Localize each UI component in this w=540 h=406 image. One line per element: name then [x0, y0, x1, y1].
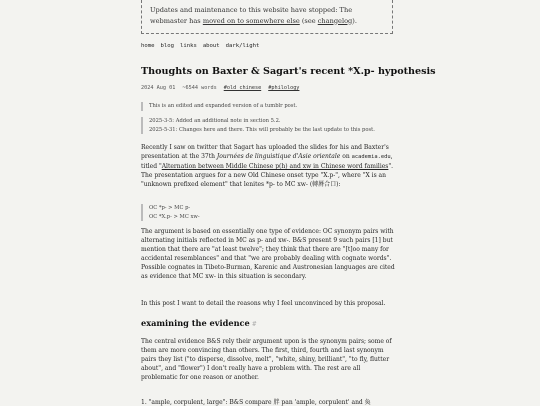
rule-line: OC *p- > MC p-: [149, 205, 191, 211]
presentation-link[interactable]: Alternation between Middle Chinese p(h) and xw in Chinese word families: [161, 163, 389, 171]
venue-name: Journées de linguistique d'Asie orientale: [216, 153, 341, 161]
nav-theme-toggle[interactable]: dark/light: [225, 43, 260, 49]
nav-blog[interactable]: blog: [160, 43, 174, 49]
post-date: 2024 Aug 01: [141, 85, 176, 91]
post-word-count: ~6544 words: [182, 85, 217, 91]
intro-text: ". The presentation argues for a new Old Chinese onset type "X.p-", where "X is an "unknown prefixed element" that lenites *p- to MC xw- (轉脣合口):: [141, 163, 394, 189]
nav-home[interactable]: home: [141, 43, 155, 49]
notice-text-end: ).: [352, 16, 357, 25]
update-entry: 2025-5-31: Changes here and there. This will probably be the last update to this post.: [149, 126, 375, 133]
section-heading-text: examining the evidence: [141, 318, 250, 328]
intro-text: on: [340, 153, 352, 161]
academia-site: academia.edu: [351, 154, 391, 161]
edit-note-text: This is an edited and expanded version of a tumblr post.: [149, 103, 298, 109]
section-anchor-link[interactable]: #: [251, 321, 257, 328]
intro-paragraph: [141, 143, 395, 189]
intro-text: Recently I saw on twitter that Sagart has uploaded the slides for his and Baxter's presentation at the 37th: [141, 144, 389, 161]
nav-links[interactable]: links: [179, 43, 197, 49]
update-entry: 2025-3-5: Added an additional note in section 5.2.: [149, 118, 281, 124]
tag-old-chinese[interactable]: #old_chinese: [223, 85, 262, 91]
list-item: 1. "ample, corpulent, large": B&S compare 胖 pan 'ample, corpulent' and 奐: [141, 399, 371, 406]
maintenance-notice: [141, 0, 393, 34]
section-heading: [141, 318, 257, 328]
tag-philology[interactable]: #philology: [268, 85, 300, 91]
purpose-paragraph: In this post I want to detail the reasons why I feel unconvinced by this proposal.: [141, 300, 386, 307]
site-nav: [141, 43, 259, 49]
nav-about[interactable]: about: [202, 43, 220, 49]
post-title: Thoughts on Baxter & Sagart's recent *X.p- hypothesis: [141, 66, 436, 77]
update-log: [141, 117, 395, 134]
sound-rules: [141, 204, 395, 221]
notice-text-mid: (see: [299, 16, 318, 25]
intro-text: , titled ": [141, 153, 393, 171]
evidence-paragraph: The central evidence B&S rely their argument upon is the synonym pairs; some of them are more convincing than others. The first, third, fourth and last synonym pairs they list ("to disperse, dissolve, melt", "white, shiny, brilliant", "to fly, flutter about", and "flower") I don't really have a problem with. The rest are all problematic for one reason or another.: [141, 338, 392, 382]
argument-paragraph: The argument is based on essentially one type of evidence: OC synonym pairs with alternating initials reflected in MC as p- and xw-. B&S present 9 such pairs [1] but mention that there are "at least twelve"; they think that there are "[t]oo many for accidental resemblances" and that "we are probably dealing with cognate words". Possible cognates in Tibeto-Burman, Karenic and Austronesian languages are cited as evidence that MC xw- in this situation is secondary.: [141, 228, 395, 281]
notice-text: Updates and maintenance to this website have stopped: The webmaster has: [150, 6, 353, 25]
post-meta: [141, 85, 299, 91]
moved-on-link[interactable]: moved on to somewhere else: [202, 16, 300, 25]
rule-line: OC *X.p- > MC xw-: [149, 213, 200, 220]
edit-note: [141, 102, 395, 111]
changelog-link[interactable]: changelog: [317, 16, 353, 25]
